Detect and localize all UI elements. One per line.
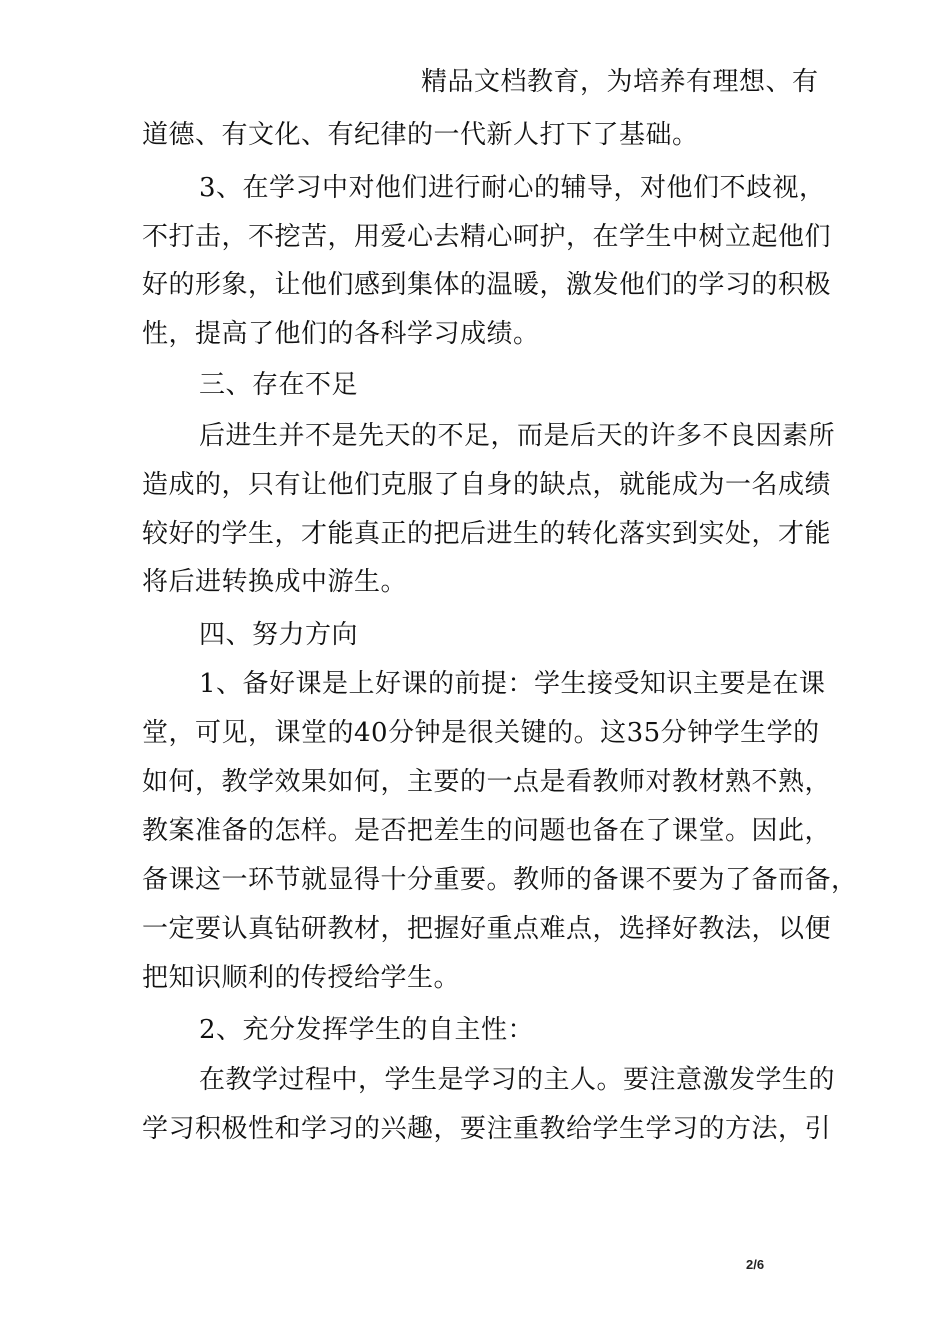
body-line: 如何，教学效果如何，主要的一点是看教师对教材熟不熟， bbox=[142, 767, 832, 797]
header-text: 精品文档教育，为培养有理想、有 bbox=[421, 67, 819, 97]
section-heading: 四、努力方向 bbox=[199, 620, 359, 650]
body-line: 性，提高了他们的各科学习成绩。 bbox=[142, 319, 540, 349]
body-line: 把知识顺利的传授给学生。 bbox=[142, 963, 461, 993]
body-line: 学习积极性和学习的兴趣，要注重教给学生学习的方法，引 bbox=[142, 1114, 832, 1144]
body-line: 道德、有文化、有纪律的一代新人打下了基础。 bbox=[142, 120, 699, 150]
body-line: 将后进转换成中游生。 bbox=[142, 567, 408, 597]
body-line: 不打击，不挖苦，用爱心去精心呵护，在学生中树立起他们 bbox=[142, 222, 832, 252]
body-line: 造成的，只有让他们克服了自身的缺点，就能成为一名成绩 bbox=[142, 470, 832, 500]
page-number: 2/6 bbox=[746, 1257, 765, 1272]
body-line: 堂，可见，课堂的40分钟是很关键的。这35分钟学生学的 bbox=[142, 718, 820, 748]
body-line: 好的形象，让他们感到集体的温暖，激发他们的学习的积极 bbox=[142, 270, 832, 300]
body-line: 1、备好课是上好课的前提：学生接受知识主要是在课 bbox=[199, 669, 826, 699]
body-line: 教案准备的怎样。是否把差生的问题也备在了课堂。因此， bbox=[142, 816, 832, 846]
body-line: 3、在学习中对他们进行耐心的辅导，对他们不歧视， bbox=[199, 173, 826, 203]
body-line: 一定要认真钻研教材，把握好重点难点，选择好教法，以便 bbox=[142, 914, 832, 944]
section-heading: 三、存在不足 bbox=[199, 370, 359, 400]
subsection-heading: 2、充分发挥学生的自主性： bbox=[199, 1015, 535, 1045]
body-line: 后进生并不是先天的不足，而是后天的许多不良因素所 bbox=[199, 421, 836, 451]
body-line: 在教学过程中，学生是学习的主人。要注意激发学生的 bbox=[199, 1065, 836, 1095]
body-line: 备课这一环节就显得十分重要。教师的备课不要为了备而备， bbox=[142, 865, 858, 895]
body-line: 较好的学生，才能真正的把后进生的转化落实到实处，才能 bbox=[142, 519, 832, 549]
